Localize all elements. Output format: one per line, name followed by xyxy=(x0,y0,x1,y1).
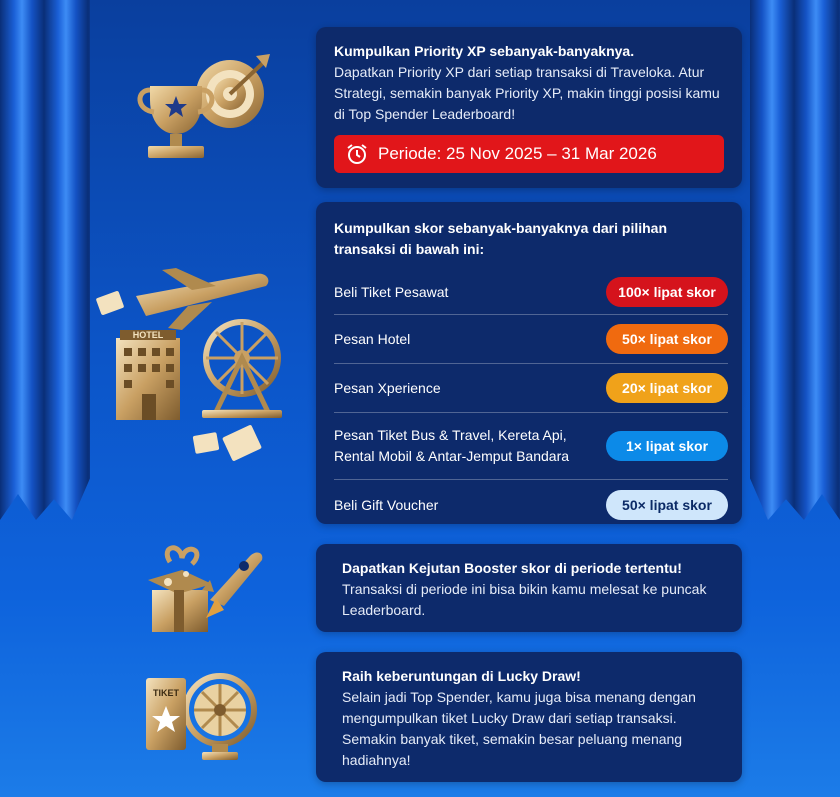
card-title: Kumpulkan Priority XP sebanyak-banyaknya. xyxy=(334,43,635,59)
multiplier-badge: 100× lipat skor xyxy=(606,277,728,307)
trophy-target-icon xyxy=(132,52,272,164)
card-body: Transaksi di periode ini bisa bikin kamu melesat ke puncak Leaderboard. xyxy=(342,581,707,618)
transaction-label: Pesan Xperience xyxy=(334,379,441,396)
gift-rocket-icon xyxy=(140,540,266,640)
curtain-left xyxy=(0,0,90,520)
multiplier-row xyxy=(334,364,728,413)
curtain-right xyxy=(750,0,840,520)
multiplier-list xyxy=(334,270,728,530)
priority-xp-card xyxy=(316,27,742,188)
card-title: Dapatkan Kejutan Booster skor di periode tertentu! xyxy=(342,560,682,576)
transaction-label: Beli Tiket Pesawat xyxy=(334,283,449,300)
multiplier-badge: 50× lipat skor xyxy=(606,490,728,520)
ticket-wheel-icon xyxy=(140,668,260,764)
score-multiplier-card xyxy=(316,202,742,524)
card-body: Dapatkan Priority XP dari setiap transaksi di Traveloka. Atur Strategi, semakin banyak Priority XP, makin tinggi posisi kamu di Top Spender Leaderboard! xyxy=(334,64,720,122)
transaction-label: Beli Gift Voucher xyxy=(334,496,439,513)
transaction-label: Pesan Hotel xyxy=(334,330,411,347)
multiplier-row xyxy=(334,480,728,530)
multiplier-badge: 20× lipat skor xyxy=(606,373,728,403)
alarm-clock-icon xyxy=(346,143,368,165)
period-text: Periode: 25 Nov 2025 – 31 Mar 2026 xyxy=(378,144,657,163)
card-title: Raih keberuntungan di Lucky Draw! xyxy=(342,668,581,684)
multiplier-badge: 50× lipat skor xyxy=(606,324,728,354)
multiplier-row xyxy=(334,413,728,480)
booster-card xyxy=(316,544,742,632)
travel-hotel-icon xyxy=(92,262,302,468)
transaction-label: Pesan Tiket Bus & Travel, Kereta Api, Rental Mobil & Antar-Jemput Bandara xyxy=(334,427,570,464)
period-banner xyxy=(334,135,724,173)
hotel-sign: HOTEL xyxy=(132,330,164,340)
card-body: Selain jadi Top Spender, kamu juga bisa menang dengan mengumpulkan tiket Lucky Draw dari setiap transaksi. Semakin banyak tiket, semakin besar peluang menang hadiahnya! xyxy=(342,689,696,768)
multiplier-badge: 1× lipat skor xyxy=(606,431,728,461)
ticket-label: TIKET xyxy=(153,688,179,698)
multiplier-row xyxy=(334,270,728,315)
card-title: Kumpulkan skor sebanyak-banyaknya dari pilihan transaksi di bawah ini: xyxy=(334,220,667,257)
lucky-draw-card xyxy=(316,652,742,782)
multiplier-row xyxy=(334,315,728,364)
